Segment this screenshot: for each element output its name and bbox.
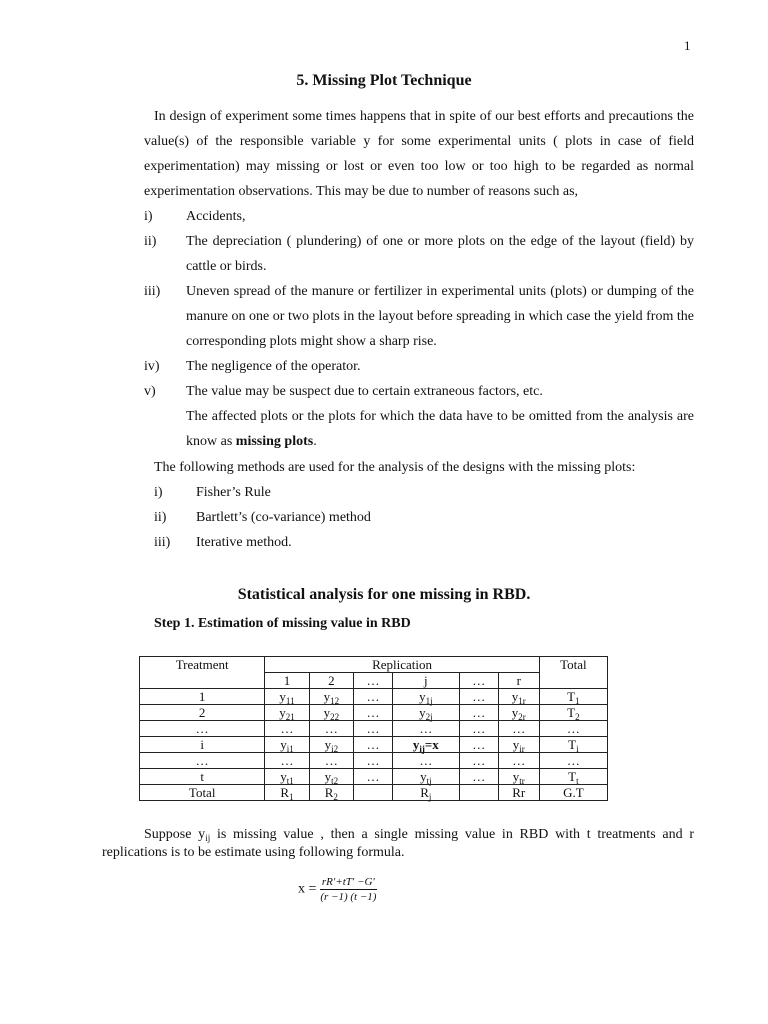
cell-subscript: tj	[426, 776, 432, 786]
table-header-row	[140, 657, 608, 673]
value-cell	[459, 689, 498, 705]
cell-subscript: t	[576, 776, 579, 786]
row-total-cell	[539, 705, 607, 721]
replication-col-header: j	[392, 673, 459, 689]
value-cell	[498, 705, 539, 721]
row-total-cell	[539, 689, 607, 705]
cell-subscript: 2j	[425, 712, 433, 722]
page-number: 1	[684, 38, 691, 53]
cell-symbol: …	[280, 721, 294, 736]
column-total-cell	[265, 785, 309, 801]
cell-symbol: y	[324, 769, 332, 784]
column-total-cell	[459, 785, 498, 801]
list-item-text: Uneven spread of the manure or fertilizer in experimental units (plots) or dumping of the manure on one or two plots in the layout before spreading in which case the yield from the corresponding plots might show a sharp rise.	[186, 284, 694, 349]
cell-symbol: …	[472, 705, 486, 720]
cell-symbol: y	[280, 769, 287, 784]
cell-symbol: y	[324, 737, 332, 752]
list-item-text: Bartlett’s (co-variance) method	[196, 510, 371, 525]
value-cell	[459, 705, 498, 721]
cell-symbol: y	[412, 737, 420, 752]
value-cell	[309, 689, 353, 705]
affected-end: .	[313, 434, 317, 449]
cell-subscript: i	[576, 744, 579, 754]
cell-symbol: Rr	[512, 785, 526, 800]
list-marker: v)	[144, 384, 156, 399]
value-cell	[309, 721, 353, 737]
value-cell	[354, 753, 393, 769]
cell-symbol: y	[512, 737, 520, 752]
cell-symbol: …	[324, 753, 338, 768]
cell-symbol: …	[419, 721, 433, 736]
replication-col-header: 2	[309, 673, 353, 689]
list-marker: iii)	[154, 535, 171, 550]
cell-subscript: j	[428, 792, 432, 802]
value-cell	[354, 721, 393, 737]
cell-symbol: y	[511, 705, 519, 720]
cell-symbol: …	[324, 721, 338, 736]
list-item-text: Fisher’s Rule	[196, 485, 271, 500]
cell-symbol: T	[568, 769, 577, 784]
section-title: Statistical analysis for one missing in RBD.	[237, 586, 531, 603]
value-cell	[354, 689, 393, 705]
formula-denominator: (r −1) (t −1)	[320, 891, 377, 903]
intro-paragraph: In design of experiment some times happens that in spite of our best efforts and precautions the value(s) of the responsible variable y for some experimental units ( plots in case of field experimentation) may missing or lost or even too low or too high to be regarded as normal experimentation observations. This may be due to number of reasons such as,	[144, 109, 694, 199]
table-row	[140, 753, 608, 769]
formula-fraction	[320, 876, 377, 903]
cell-symbol: R	[420, 785, 429, 800]
list-item-text: Accidents,	[186, 209, 246, 224]
value-cell	[354, 769, 393, 785]
cell-subscript: i1	[286, 744, 294, 754]
cell-symbol: …	[472, 753, 486, 768]
suppose-paragraph	[102, 826, 694, 862]
replication-col-header: …	[354, 673, 393, 689]
cell-symbol: y	[279, 705, 286, 720]
cell-symbol: …	[472, 737, 486, 752]
list-item	[144, 204, 694, 229]
value-cell	[498, 769, 539, 785]
cell-symbol: y	[419, 705, 426, 720]
value-cell	[265, 753, 309, 769]
list-item	[154, 505, 694, 530]
cell-symbol: R	[280, 785, 290, 800]
cell-symbol: …	[472, 689, 486, 704]
value-cell	[459, 721, 498, 737]
row-total-cell	[539, 753, 607, 769]
cell-subscript: tr	[519, 776, 525, 786]
reasons-list	[144, 204, 694, 404]
missing-plots-term: missing plots	[235, 434, 314, 449]
list-item	[144, 279, 694, 354]
suppose-pre: Suppose y	[144, 827, 206, 842]
value-cell	[459, 753, 498, 769]
cell-subscript: 1r	[518, 696, 526, 706]
cell-subscript: 12	[330, 696, 340, 706]
cell-symbol: …	[472, 721, 486, 736]
cell-symbol: …	[512, 721, 526, 736]
value-cell	[459, 769, 498, 785]
table-row	[140, 737, 608, 753]
value-cell	[265, 721, 309, 737]
list-item-text: Iterative method.	[196, 535, 292, 550]
treatment-cell: …	[140, 753, 265, 769]
cell-subscript: ij	[419, 744, 425, 754]
cell-subscript: t1	[286, 776, 294, 786]
table-total-row	[140, 785, 608, 801]
cell-symbol: …	[566, 721, 580, 736]
cell-symbol: y	[420, 769, 427, 784]
cell-subscript: 22	[330, 712, 340, 722]
affected-plots-paragraph	[186, 404, 694, 454]
replication-col-header: r	[498, 673, 539, 689]
value-cell	[265, 689, 309, 705]
table-row	[140, 721, 608, 737]
empty-cell	[539, 673, 607, 689]
column-total-cell	[498, 785, 539, 801]
list-item	[154, 480, 694, 505]
cell-symbol: …	[419, 753, 433, 768]
value-cell	[459, 737, 498, 753]
value-cell	[392, 721, 459, 737]
cell-symbol: y	[323, 705, 331, 720]
column-total-cell	[354, 785, 393, 801]
value-cell	[392, 689, 459, 705]
replication-col-header: 1	[265, 673, 309, 689]
replication-header: Replication	[265, 657, 539, 673]
replication-col-header: …	[459, 673, 498, 689]
value-cell	[354, 705, 393, 721]
cell-subscript: 11	[285, 696, 295, 706]
cell-subscript: ir	[519, 744, 525, 754]
cell-symbol: T	[567, 705, 576, 720]
methods-intro: The following methods are used for the analysis of the designs with the missing plots:	[154, 460, 636, 475]
value-cell	[354, 737, 393, 753]
cell-subscript: 1	[289, 792, 294, 802]
cell-subscript: 1j	[425, 696, 433, 706]
value-cell	[309, 705, 353, 721]
cell-symbol: …	[366, 721, 380, 736]
cell-symbol: …	[366, 705, 380, 720]
list-marker: ii)	[144, 234, 157, 249]
table-row	[140, 689, 608, 705]
list-item-text: The value may be suspect due to certain extraneous factors, etc.	[186, 384, 543, 399]
total-header: Total	[539, 657, 607, 673]
value-cell	[392, 737, 459, 753]
cell-symbol: G.T	[563, 785, 584, 800]
list-marker: iii)	[144, 284, 161, 299]
cell-symbol: y	[419, 689, 426, 704]
methods-list	[154, 480, 694, 555]
cell-symbol: …	[512, 753, 526, 768]
grand-total-cell	[539, 785, 607, 801]
value-cell	[309, 769, 353, 785]
table-row	[140, 769, 608, 785]
cell-subscript: 2	[575, 712, 580, 722]
row-total-cell	[539, 737, 607, 753]
cell-symbol: y	[323, 689, 331, 704]
formula-lhs: x =	[298, 881, 317, 897]
value-cell	[265, 737, 309, 753]
cell-subscript: t2	[331, 776, 339, 786]
cell-symbol: R	[324, 785, 334, 800]
list-item	[144, 354, 694, 379]
page-title: 5. Missing Plot Technique	[296, 72, 472, 89]
list-item-text: The negligence of the operator.	[186, 359, 361, 374]
cell-symbol: …	[366, 737, 380, 752]
cell-symbol: …	[366, 769, 380, 784]
cell-symbol: y	[279, 689, 286, 704]
table-subheader-row	[140, 673, 608, 689]
row-total-cell	[539, 769, 607, 785]
cell-symbol: …	[280, 753, 294, 768]
cell-symbol: …	[366, 689, 380, 704]
cell-subscript: i2	[331, 744, 339, 754]
value-cell	[265, 705, 309, 721]
column-total-cell	[392, 785, 459, 801]
cell-subscript: 2r	[518, 712, 526, 722]
list-marker: ii)	[154, 510, 167, 525]
list-marker: i)	[144, 209, 153, 224]
suppose-post: is missing value , then a single missing value in RBD with t treatments and r replications is to be estimate using following formula.	[102, 827, 694, 860]
formula-numerator: rR′+tT′ −G′	[321, 876, 375, 888]
value-cell	[498, 753, 539, 769]
cell-subscript: 21	[285, 712, 295, 722]
value-cell	[498, 689, 539, 705]
value-cell	[392, 769, 459, 785]
list-item	[144, 379, 694, 404]
list-item	[144, 229, 694, 279]
total-label-cell: Total	[140, 785, 265, 801]
treatment-cell: i	[140, 737, 265, 753]
value-cell	[392, 705, 459, 721]
value-cell	[309, 737, 353, 753]
cell-symbol: …	[566, 753, 580, 768]
value-cell	[498, 737, 539, 753]
value-cell	[498, 721, 539, 737]
list-item-text: The depreciation ( plundering) of one or more plots on the edge of the layout (field) by cattle or birds.	[186, 234, 694, 274]
cell-subscript: 2	[333, 792, 338, 802]
treatment-header: Treatment	[140, 657, 265, 673]
list-marker: iv)	[144, 359, 160, 374]
step-title: Step 1. Estimation of missing value in RBD	[154, 616, 411, 631]
list-item	[154, 530, 694, 555]
cell-symbol: T	[568, 737, 577, 752]
cell-symbol: y	[280, 737, 287, 752]
list-marker: i)	[154, 485, 163, 500]
value-cell	[392, 753, 459, 769]
treatment-cell: …	[140, 721, 265, 737]
cell-symbol: …	[472, 769, 486, 784]
affected-text: The affected plots or the plots for which the data have to be omitted from the analysis are know as	[186, 409, 694, 449]
cell-suffix: =x	[424, 737, 439, 752]
missing-value-formula	[298, 876, 377, 903]
cell-symbol: y	[512, 769, 520, 784]
empty-cell	[140, 673, 265, 689]
cell-subscript: 1	[575, 696, 580, 706]
value-cell	[309, 753, 353, 769]
rbd-table	[139, 656, 608, 801]
table-row	[140, 705, 608, 721]
treatment-cell: 1	[140, 689, 265, 705]
suppose-subscript: ij	[205, 833, 211, 843]
cell-symbol: T	[567, 689, 576, 704]
column-total-cell	[309, 785, 353, 801]
treatment-cell: t	[140, 769, 265, 785]
row-total-cell	[539, 721, 607, 737]
value-cell	[265, 769, 309, 785]
cell-symbol: …	[366, 753, 380, 768]
treatment-cell: 2	[140, 705, 265, 721]
cell-symbol: y	[511, 689, 519, 704]
